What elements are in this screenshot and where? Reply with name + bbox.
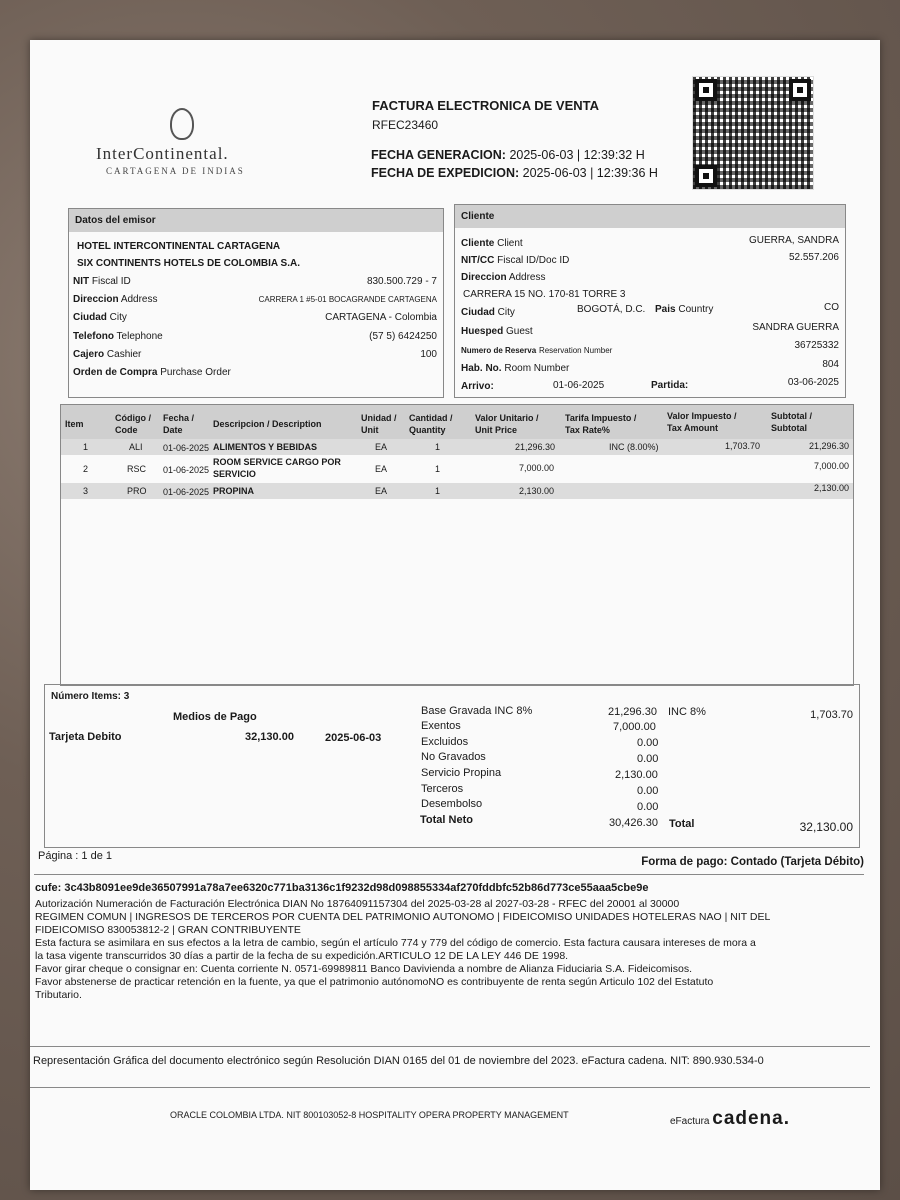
client-label-en: Client xyxy=(497,238,523,249)
inc-tax-label: INC 8% xyxy=(668,706,706,718)
legal-line: Autorización Numeración de Facturación Electrónica DIAN No 18764091157304 del 2025-03-28 al 2027-03-28 - RFEC del 20001 al 30000 xyxy=(35,898,680,910)
legal-line: Favor girar cheque o consignar en: Cuenta corriente N. 0571-69989811 Banco Davivienda a nombre de Alianza Fiduciaria S.A. Fideicomisos. xyxy=(35,963,693,975)
efactura-label: eFactura xyxy=(670,1116,710,1127)
row-unit: EA xyxy=(375,442,388,452)
client-label xyxy=(461,238,523,249)
row-quantity: 1 xyxy=(435,486,441,496)
row-code: RSC xyxy=(127,464,147,474)
row-date: 01-06-2025 xyxy=(163,465,210,475)
col-header-date: Fecha / xyxy=(163,413,195,423)
row-tax-amount: 1,703.70 xyxy=(725,441,761,451)
col-header-unit: Unidad / xyxy=(361,413,397,423)
issuer-phone-value: (57 5) 6424250 xyxy=(369,331,437,342)
client-value: GUERRA, SANDRA xyxy=(748,235,839,246)
grand-total-label: Total xyxy=(669,818,695,830)
tip-value: 2,130.00 xyxy=(615,769,658,781)
row-unit: EA xyxy=(375,486,388,496)
base-gravada-value: 21,296.30 xyxy=(608,706,657,718)
generation-date xyxy=(371,148,645,162)
issuer-city-label-en: City xyxy=(109,312,127,323)
base-gravada-label: Base Gravada INC 8% xyxy=(421,705,533,717)
issuer-city-label xyxy=(73,312,127,323)
software-provider: ORACLE COLOMBIA LTDA. NIT 800103052-8 HOSPITALITY OPERA PROPERTY MANAGEMENT xyxy=(170,1110,569,1120)
qr-finder-pattern xyxy=(695,165,717,187)
payment-date: 2025-06-03 xyxy=(325,732,382,744)
client-city-label-en: City xyxy=(497,307,515,318)
col-header-unit-en: Unit xyxy=(361,425,379,435)
room-label-es: Hab. No. xyxy=(461,363,502,374)
client-nit-label xyxy=(461,255,569,266)
legal-line: Esta factura se asimilara en sus efectos a la letra de cambio, según el artículo 774 y 779 del código de comercio. Esta factura causara intereses de mora a xyxy=(35,937,756,949)
page-number: Página : 1 de 1 xyxy=(38,850,113,862)
arrival-value: 01-06-2025 xyxy=(553,380,605,391)
col-header-tax-amount-en: Tax Amount xyxy=(667,423,718,433)
exentos-label: Exentos xyxy=(421,720,461,732)
inc-tax-value: 1,703.70 xyxy=(810,709,853,721)
expedition-date xyxy=(371,166,658,180)
row-date: 01-06-2025 xyxy=(163,487,210,497)
payment-form: Forma de pago: Contado (Tarjeta Débito) xyxy=(641,856,864,868)
issuer-nit-label-es: NIT xyxy=(73,276,90,287)
excluidos-label: Excluidos xyxy=(421,736,469,748)
legal-line: Favor abstenerse de practicar retención en la fuente, ya que el patrimonio autónomoNO es contribuyente de renta según Articulo 102 del Estatuto xyxy=(35,976,714,988)
issuer-purchase-order-label-es: Orden de Compra xyxy=(73,367,158,378)
client-address-label-en: Address xyxy=(508,272,546,283)
client-city-value: BOGOTÁ, D.C. xyxy=(577,304,646,315)
disbursement-label: Desembolso xyxy=(421,798,483,810)
issuer-city-value: CARTAGENA - Colombia xyxy=(325,312,437,323)
issuer-purchase-order-label-en: Purchase Order xyxy=(160,367,231,378)
hotel-logo-name: InterContinental. xyxy=(96,144,229,163)
row-subtotal: 2,130.00 xyxy=(813,483,849,493)
col-header-tax-amount: Valor Impuesto / xyxy=(667,411,737,421)
issuer-name-1: HOTEL INTERCONTINENTAL CARTAGENA xyxy=(77,241,281,252)
client-address-value: CARRERA 15 NO. 170-81 TORRE 3 xyxy=(463,289,626,300)
third-parties-value: 0.00 xyxy=(637,785,659,797)
arrival-label: Arrivo: xyxy=(461,381,494,392)
col-header-date-en: Date xyxy=(163,425,183,435)
client-city-label-es: Ciudad xyxy=(461,307,495,318)
row-date: 01-06-2025 xyxy=(163,443,210,453)
col-header-subtotal: Subtotal / xyxy=(771,411,812,421)
client-country-label-es: Pais xyxy=(655,304,676,315)
row-description: PROPINA xyxy=(213,486,255,496)
document-title: FACTURA ELECTRONICA DE VENTA xyxy=(372,98,600,113)
guest-label xyxy=(461,326,533,337)
representation-bar xyxy=(30,1046,870,1088)
issuer-nit-value: 830.500.729 - 7 xyxy=(366,276,437,287)
net-total-label: Total Neto xyxy=(420,814,473,826)
col-header-code: Código / xyxy=(115,413,151,423)
row-tax-rate: INC (8.00%) xyxy=(609,442,659,452)
row-subtotal: 7,000.00 xyxy=(813,461,849,471)
reservation-label-es: Numero de Reserva xyxy=(461,346,537,355)
exentos-value: 7,000.00 xyxy=(613,721,656,733)
payment-methods-heading: Medios de Pago xyxy=(173,711,257,723)
efactura-brand xyxy=(670,1108,790,1130)
row-item: 3 xyxy=(83,486,89,496)
client-country-value: CO xyxy=(824,302,839,313)
expedition-date-value: 2025-06-03 | 12:39:36 H xyxy=(522,166,658,180)
legal-line: la tasa vigente transcurridos 30 días a partir de la fecha de su expedición.ARTICULO 12 DE LA LEY 446 DE 1998. xyxy=(35,950,569,962)
issuer-cashier-value: 100 xyxy=(420,349,437,360)
row-unit: EA xyxy=(375,464,388,474)
departure-value: 03-06-2025 xyxy=(787,377,839,388)
legal-line: Tributario. xyxy=(35,989,82,1001)
row-description: ALIMENTOS Y BEBIDAS xyxy=(213,442,318,452)
issuer-phone-label xyxy=(73,331,163,342)
items-table xyxy=(60,404,854,686)
col-header-item: Item xyxy=(65,419,84,429)
net-total-value: 30,426.30 xyxy=(609,817,658,829)
row-description-cont: SERVICIO xyxy=(213,469,256,479)
generation-date-value: 2025-06-03 | 12:39:32 H xyxy=(509,148,645,162)
issuer-heading: Datos del emisor xyxy=(69,209,443,232)
cufe-code: cufe: 3c43b8091ee9de36507991a78a7ee6320c771ba3136c1f9232d98d098855334af270fddbfc52b86d773ce55aaa5cbe9e xyxy=(35,882,649,894)
legal-notes xyxy=(35,898,865,1002)
qr-code-icon xyxy=(692,76,814,190)
issuer-address-value: CARRERA 1 #5-01 BOCAGRANDE CARTAGENA xyxy=(258,295,437,304)
client-heading: Cliente xyxy=(455,205,845,228)
guest-value: SANDRA GUERRA xyxy=(752,322,839,333)
generation-date-label: FECHA GENERACION: xyxy=(371,148,506,162)
col-header-unit-price: Valor Unitario / xyxy=(475,413,539,423)
excluidos-value: 0.00 xyxy=(637,737,659,749)
row-quantity: 1 xyxy=(435,442,441,452)
issuer-purchase-order-label xyxy=(73,367,231,378)
client-address-label-es: Direccion xyxy=(461,272,507,283)
invoice-page xyxy=(30,40,880,1190)
expedition-date-label: FECHA DE EXPEDICION: xyxy=(371,166,520,180)
issuer-cashier-label xyxy=(73,349,141,360)
intercontinental-logo-icon xyxy=(170,108,194,140)
legal-line: FIDEICOMISO 830053812-2 | GRAN CONTRIBUYENTE xyxy=(35,924,301,936)
issuer-phone-label-es: Telefono xyxy=(73,331,114,342)
col-header-tax-rate-en: Tax Rate% xyxy=(565,425,610,435)
room-label xyxy=(461,363,569,374)
col-header-description: Descripcion / Description xyxy=(213,419,322,429)
issuer-phone-label-en: Telephone xyxy=(116,331,163,342)
issuer-address-label-es: Direccion xyxy=(73,294,119,305)
reservation-label xyxy=(461,345,612,356)
room-label-en: Room Number xyxy=(504,363,570,374)
reservation-label-en: Reservation Number xyxy=(538,346,613,355)
payment-amount: 32,130.00 xyxy=(245,731,294,743)
issuer-address-label-en: Address xyxy=(120,294,158,305)
issuer-name-2: SIX CONTINENTS HOTELS DE COLOMBIA S.A. xyxy=(77,258,300,269)
payment-method: Tarjeta Debito xyxy=(49,731,122,743)
col-header-quantity-en: Quantity xyxy=(409,425,446,435)
col-header-subtotal-en: Subtotal xyxy=(771,423,807,433)
no-gravados-value: 0.00 xyxy=(637,753,659,765)
tip-label: Servicio Propina xyxy=(421,767,502,779)
issuer-box xyxy=(68,208,444,398)
qr-finder-pattern xyxy=(789,79,811,101)
disbursement-value: 0.00 xyxy=(637,801,659,813)
row-quantity: 1 xyxy=(435,464,441,474)
client-country-label-en: Country xyxy=(678,304,714,315)
row-item: 2 xyxy=(83,464,89,474)
cadena-logo: cadena. xyxy=(712,1108,791,1129)
col-header-tax-rate: Tarifa Impuesto / xyxy=(565,413,637,423)
issuer-nit-label-en: Fiscal ID xyxy=(91,276,131,287)
no-gravados-label: No Gravados xyxy=(421,751,486,763)
hotel-logo-subtitle: CARTAGENA DE INDIAS xyxy=(106,166,245,176)
col-header-quantity: Cantidad / xyxy=(409,413,453,423)
client-address-label xyxy=(461,272,546,283)
representation-note: Representación Gráfica del documento electrónico según Resolución DIAN 0165 del 01 de noviembre del 2023. eFactura cadena. NIT: 890.930.534-0 xyxy=(33,1055,764,1067)
client-country-label xyxy=(655,304,713,315)
issuer-city-label-es: Ciudad xyxy=(73,312,107,323)
row-item: 1 xyxy=(83,442,89,452)
row-subtotal: 21,296.30 xyxy=(808,441,849,451)
grand-total-value: 32,130.00 xyxy=(799,820,853,834)
issuer-cashier-label-en: Cashier xyxy=(106,349,142,360)
qr-finder-pattern xyxy=(695,79,717,101)
row-description: ROOM SERVICE CARGO POR xyxy=(213,457,341,467)
client-city-label xyxy=(461,307,515,318)
row-unit-price: 7,000.00 xyxy=(519,463,555,473)
issuer-address-label xyxy=(73,294,158,305)
row-code: PRO xyxy=(127,486,147,496)
row-code: ALI xyxy=(129,442,143,452)
number-of-items: Número Items: 3 xyxy=(51,691,130,702)
issuer-cashier-label-es: Cajero xyxy=(73,349,105,360)
row-unit-price: 2,130.00 xyxy=(519,486,555,496)
page-info-bar xyxy=(34,850,864,875)
guest-label-es: Huesped xyxy=(461,326,504,337)
client-label-es: Cliente xyxy=(461,238,495,249)
legal-line: REGIMEN COMUN | INGRESOS DE TERCEROS POR CUENTA DEL PATRIMONIO AUTONOMO | FIDEICOMISO UNIDADES HOTELERAS NAO | NIT DEL xyxy=(35,911,771,923)
row-unit-price: 21,296.30 xyxy=(515,442,556,452)
reservation-value: 36725332 xyxy=(794,340,839,351)
third-parties-label: Terceros xyxy=(421,783,464,795)
client-nit-value: 52.557.206 xyxy=(788,252,839,263)
departure-label: Partida: xyxy=(651,380,689,391)
client-nit-label-en: Fiscal ID/Doc ID xyxy=(497,255,570,266)
col-header-code-en: Code xyxy=(115,425,138,435)
summary-box xyxy=(44,684,860,848)
document-number: RFEC23460 xyxy=(372,118,439,132)
issuer-nit-label xyxy=(73,276,131,287)
client-box xyxy=(454,204,846,398)
guest-label-en: Guest xyxy=(506,326,533,337)
client-nit-label-es: NIT/CC xyxy=(461,255,495,266)
room-value: 804 xyxy=(822,359,839,370)
col-header-unit-price-en: Unit Price xyxy=(475,425,518,435)
